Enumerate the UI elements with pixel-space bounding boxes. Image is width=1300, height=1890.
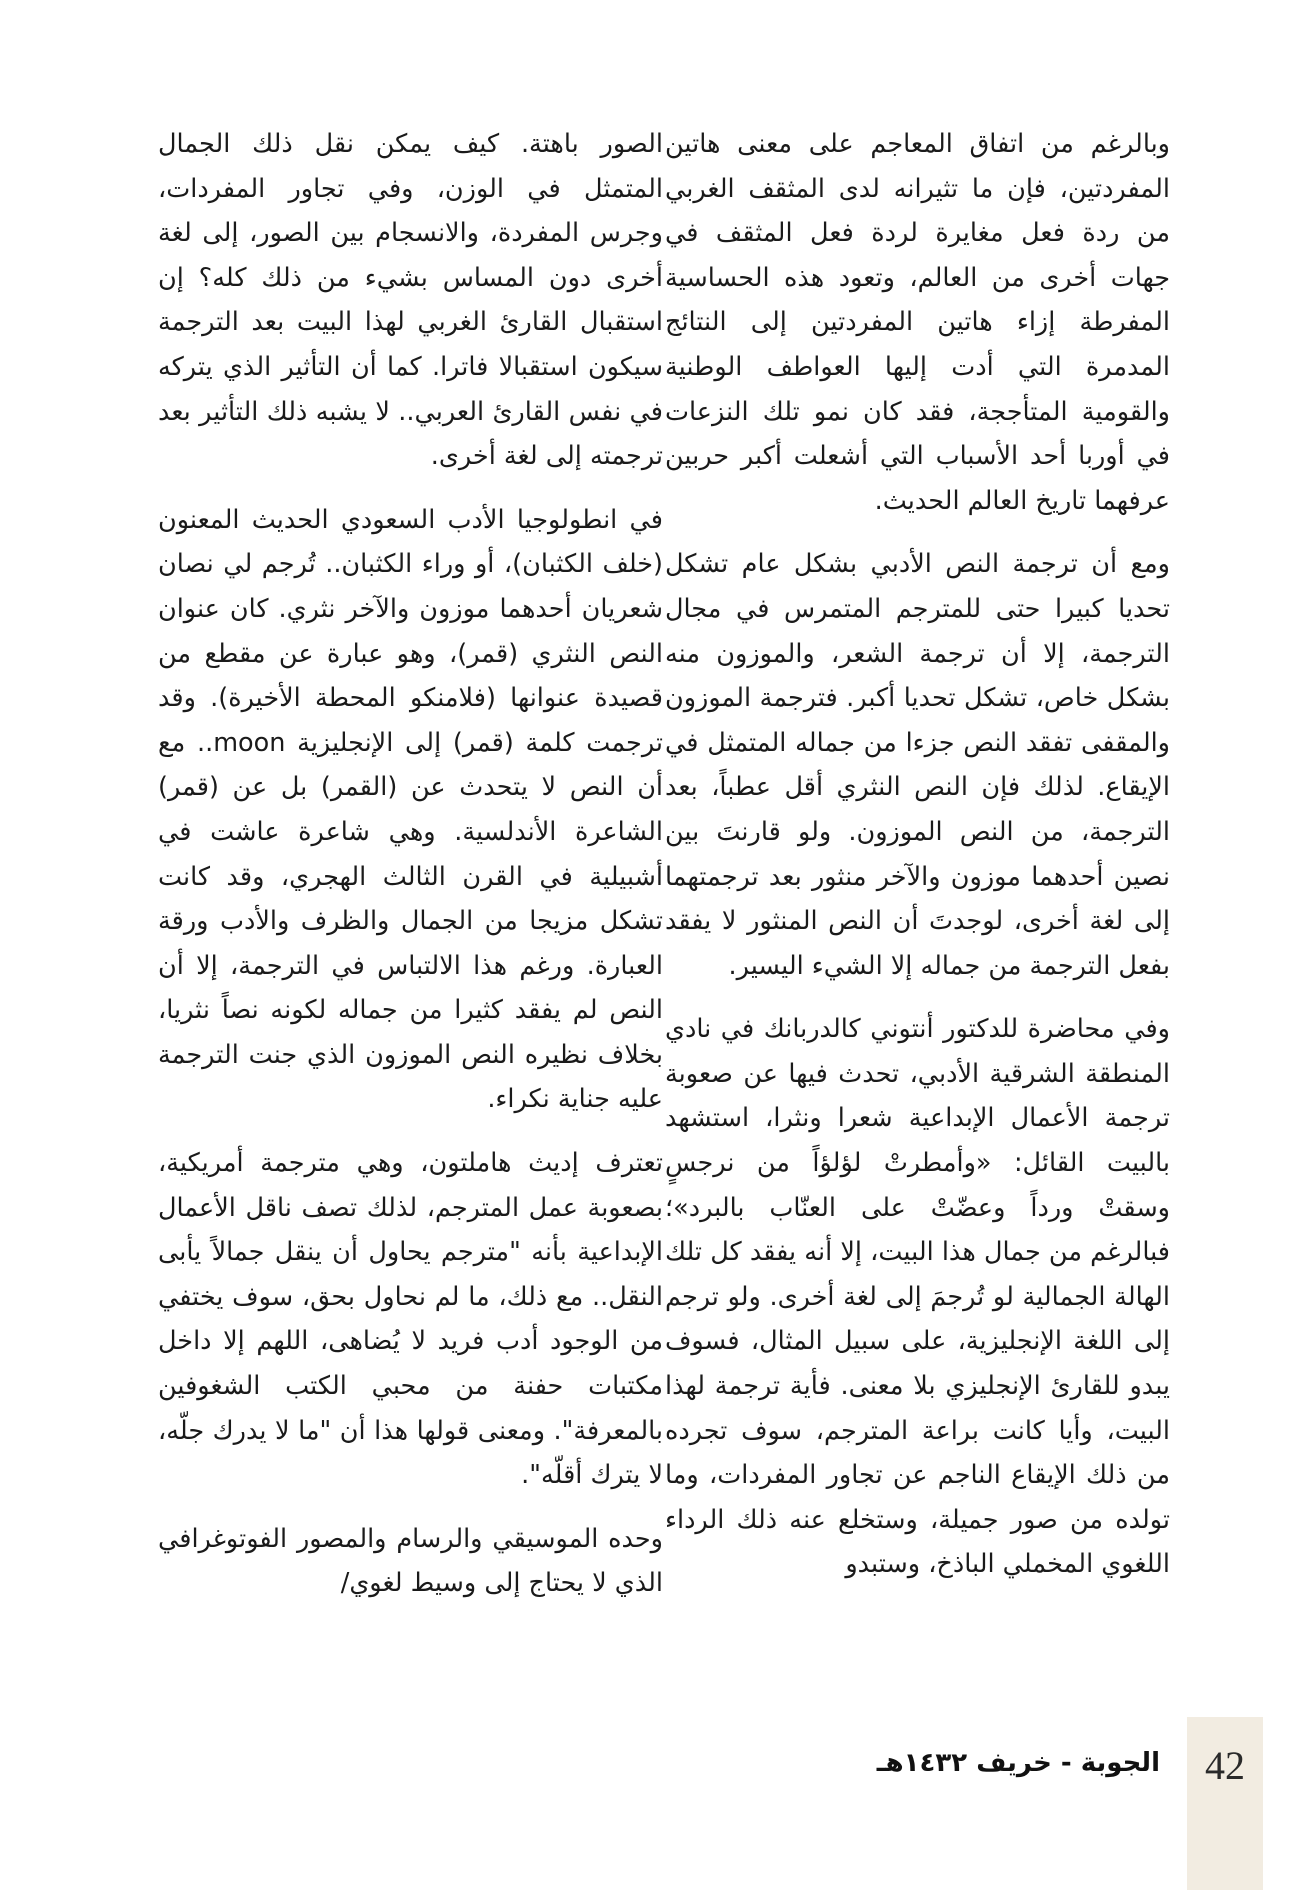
paragraph: في انطولوجيا الأدب السعودي الحديث المعنون (خلف الكثبان)، أو وراء الكثبان.. تُرجم لي نصان شعريان أحدهما موزون والآخر نثري. كان عنوان النص النثري (قمر)، وهو عبارة عن مقطع من قصيدة عنوانها (فلامنكو المحطة الأخيرة). وقد ترجمت كلمة (قمر) إلى الإنجليزية moon.. مع أن النص لا يتحدث عن (القمر) بل عن (قمر) الشاعرة الأندلسية. وهي شاعرة عاشت في أشبيلية في القرن الثالث الهجري، وقد كانت تشكل مزيجا من الجمال والظرف والأدب ورقة العبارة. ورغم هذا الالتباس في الترجمة، إلا أن النص لم يفقد كثيرا من جماله لكونه نصاً نثريا، بخلاف نظيره النص الموزون الذي جنت الترجمة عليه جناية نكراء. <box>158 504 663 1115</box>
magazine-issue-label: الجوبة - خريف ١٤٣٢هـ <box>876 1748 1160 1778</box>
page-number: 42 <box>1205 1743 1245 1788</box>
paragraph: وفي محاضرة للدكتور أنتوني كالدربانك في نادي المنطقة الشرقية الأدبي، تحدث فيها عن صعوبة ترجمة الأعمال الإبداعية شعرا ونثرا، استشهد بالبيت القائل: «وأمطرتْ لؤلؤاً من نرجسٍ وسقتْ ورداً وعضّتْ على العنّاب بالبرد»؛ فبالرغم من جمال هذا البيت، إلا أنه يفقد كل تلك الهالة الجمالية لو تُرجمَ إلى لغة أخرى. ولو ترجم إلى اللغة الإنجليزية، على سبيل المثال، فسوف يبدو للقارئ الإنجليزي بلا معنى. فأية ترجمة لهذا البيت، وأيا كانت براعة المترجم، سوف تجرده من ذلك الإيقاع الناجم عن تجاور المفردات، وما تولده من صور جميلة، وستخلع عنه ذلك الرداء اللغوي المخملي الباذخ، وستبدو <box>665 1014 1170 1580</box>
paragraph: الصور باهتة. كيف يمكن نقل ذلك الجمال المتمثل في الوزن، وفي تجاور المفردات، وجرس المفردة، والانسجام بين الصور، إلى لغة أخرى دون المساس بشيء من ذلك كله؟ إن استقبال القارئ الغربي لهذا البيت بعد الترجمة سيكون استقبالا فاترا. كما أن التأثير الذي يتركه في نفس القارئ العربي.. لا يشبه ذلك التأثير بعد ترجمته إلى لغة أخرى. <box>158 129 663 472</box>
paragraph: وبالرغم من اتفاق المعاجم على معنى هاتين المفردتين، فإن ما تثيرانه لدى المثقف الغربي من ردة فعل مغايرة لردة فعل المثقف في جهات أخرى من العالم، وتعود هذه الحساسية المفرطة إزاء هاتين المفردتين إلى النتائج المدمرة التي أدت إليها العواطف الوطنية والقومية المتأججة، فقد كان نمو تلك النزعات في أوربا أحد الأسباب التي أشعلت أكبر حربين عرفهما تاريخ العالم الحديث. <box>665 129 1170 516</box>
paragraph: وحده الموسيقي والرسام والمصور الفوتوغرافي الذي لا يحتاج إلى وسيط لغوي/ <box>158 1523 663 1599</box>
paragraph: تعترف إديث هاملتون، وهي مترجمة أمريكية، بصعوبة عمل المترجم، لذلك تصف ناقل الأعمال الإبداعية بأنه "مترجم يحاول أن ينقل جمالاً يأبى النقل.. مع ذلك، ما لم نحاول بحق، سوف يختفي من الوجود أدب فريد لا يُضاهى، اللهم إلا داخل مكتبات حفنة من محبي الكتب الشغوفين بالمعرفة". ومعنى قولها هذا أن "ما لا يدرك جلّه، لا يترك أقلّه". <box>158 1148 663 1491</box>
article-column-right <box>665 122 1170 1606</box>
article-column-left <box>158 122 663 1625</box>
paragraph: ومع أن ترجمة النص الأدبي بشكل عام تشكل تحديا كبيرا حتى للمترجم المتمرس في مجال الترجمة، إلا أن ترجمة الشعر، والموزون منه بشكل خاص، تشكل تحديا أكبر. فترجمة الموزون والمقفى تفقد النص جزءا من جماله المتمثل في الإيقاع. لذلك فإن النص النثري أقل عطباً، بعد الترجمة، من النص الموزون. ولو قارنتَ بين نصين أحدهما موزون والآخر منثور بعد ترجمتهما إلى لغة أخرى، لوجدتَ أن النص المنثور لا يفقد بفعل الترجمة من جماله إلا الشيء اليسير. <box>665 549 1170 981</box>
